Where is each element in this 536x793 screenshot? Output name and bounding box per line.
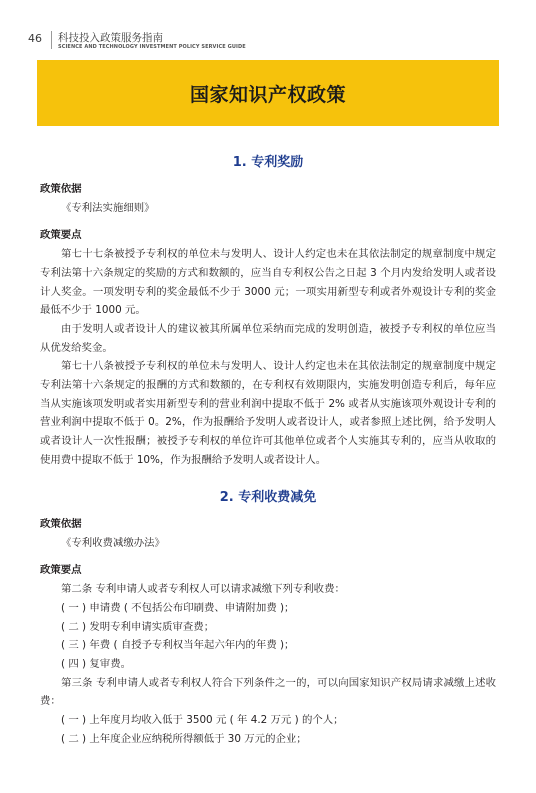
section-body-fee-reduction [40,515,496,748]
section-body-patent-reward [40,180,496,470]
list-item: ( 二 ) 上年度企业应纳税所得额低于 30 万元的企业； [61,732,307,745]
policy-basis-label: 政策依据 [40,183,82,195]
page-number: 46 [28,32,42,45]
list-item: ( 一 ) 上年度月均收入低于 3500 元 ( 年 4.2 万元 ) 的个人； [61,714,344,727]
paragraph: 由于发明人或者设计人的建议被其所属单位采纳而完成的发明创造，被授予专利权的单位应当从优发给奖金。 [40,322,496,354]
paragraph: 第七十八条被授予专利权的单位未与发明人、设计人约定也未在其依法制定的规章制度中规定专利法第十六条规定的报酬的方式和数额的，在专利权有效期限内，实施发明创造专利后，每年应当从实施该项发明或者实用新型专利的营业利润中提取不低于 2% 或者从实施该项外观设计专利的营业利润中提取不低于 0。2%，作为报酬给予发明人或者设计人，或者参照上述比例，给予发明人或者设计人一次性报酬；被授予专利权的单位许可其他单位或者个人实施其专利的，应当从收取的使用费中提取不低于 10%，作为报酬给予发明人或者设计人。 [40,360,496,466]
policy-basis-text: 《专利法实施细则》 [61,201,155,214]
list-item: ( 二 ) 发明专利申请实质审查费； [61,620,215,633]
section-title-patent-reward: 1. 专利奖励 [232,155,304,170]
header-divider [51,31,52,49]
list-item: ( 三 ) 年费 ( 自授予专利权当年起六年内的年费 )； [61,639,295,652]
policy-points-label: 政策要点 [40,564,82,577]
policy-basis-label: 政策依据 [40,518,82,530]
paragraph: 第七十七条被授予专利权的单位未与发明人、设计人约定也未在其依法制定的规章制度中规定专利法第十六条规定的奖励的方式和数额的，应当自专利权公告之日起 3 个月内发给发明人或者设计人奖金。一项发明专利的奖金最低不少于 3000 元；一项实用新型专利或者外观设计专利的奖金最低不少于 1000 元。 [40,248,496,317]
section-title-fee-reduction: 2. 专利收费减免 [219,490,317,505]
header-subtitle: SCIENCE AND TECHNOLOGY INVESTMENT POLICY SERVICE GUIDE [58,44,246,50]
chapter-banner [37,60,499,126]
chapter-title: 国家知识产权政策 [189,83,346,106]
policy-basis-text: 《专利收费减缴办法》 [61,536,165,549]
header-title: 科技投入政策服务指南 [58,32,163,44]
policy-points-label: 政策要点 [40,229,82,242]
list-item: ( 四 ) 复审费。 [61,657,131,670]
list-item: ( 一 ) 申请费 ( 不包括公布印刷费、申请附加费 )； [61,601,295,614]
paragraph: 第二条 专利申请人或者专利权人可以请求减缴下列专利收费： [61,583,345,596]
paragraph: 第三条 专利申请人或者专利权人符合下列条件之一的，可以向国家知识产权局请求减缴上述收费： [40,676,496,708]
